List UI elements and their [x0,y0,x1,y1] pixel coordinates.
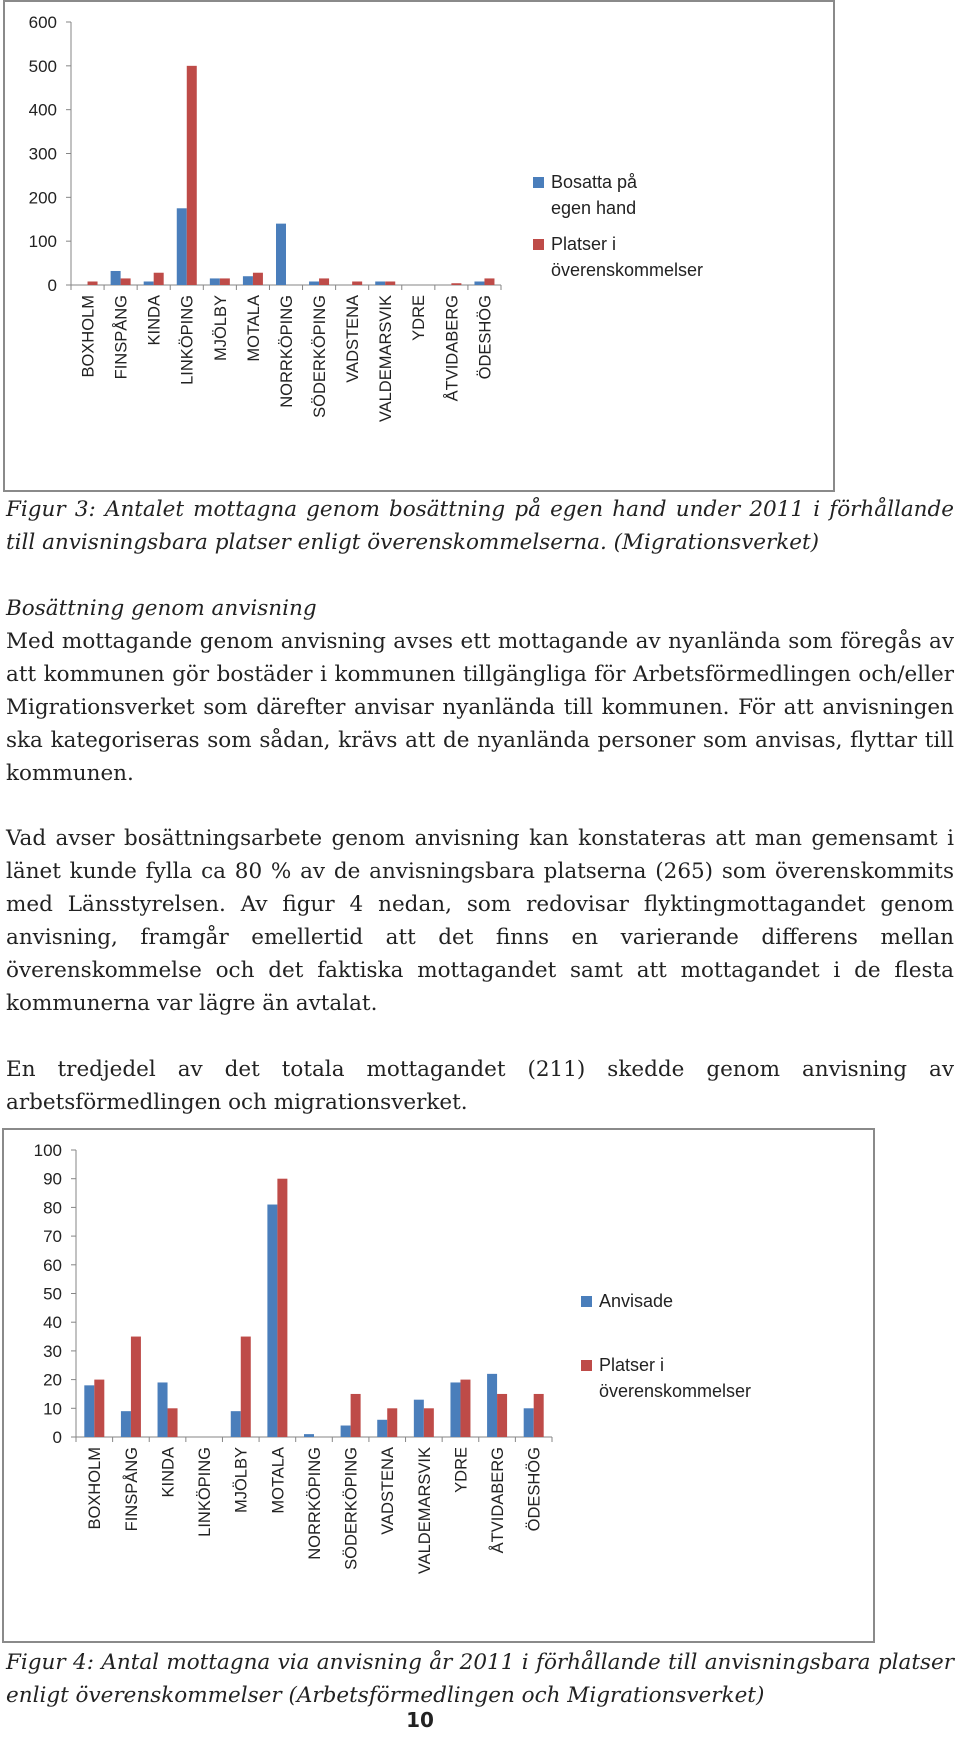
x-category-label: MOTALA [269,1447,288,1514]
figure-3-chart-svg [5,2,833,490]
legend-swatch [581,1296,592,1307]
bar-series2 [387,1408,397,1437]
bar-series2 [534,1394,544,1437]
bar-series2 [497,1394,507,1437]
y-tick-label: 70 [43,1227,62,1247]
bar-series1 [377,1420,387,1437]
x-category-label: ÖDESHÖG [525,1447,544,1532]
legend-label: Platser i [551,234,617,254]
legend-swatch [533,177,544,188]
legend-label-line2: överenskommelser [599,1381,752,1401]
x-category-label: NORRKÖPING [305,1447,324,1560]
y-tick-label: 50 [43,1284,62,1304]
legend-swatch [581,1360,592,1371]
legend-label: Anvisade [599,1291,674,1311]
y-tick-label: 80 [43,1198,62,1218]
x-category-label: ÖDESHÖG [476,295,495,380]
x-category-label: ÅTVIDABERG [489,1447,508,1554]
bar-series2 [131,1337,141,1437]
bar-series1 [524,1408,534,1437]
y-tick-label: 90 [43,1169,62,1189]
figure-3-chart [3,0,835,492]
x-category-label: SÖDERKÖPING [342,1447,361,1570]
bar-series1 [304,1434,314,1437]
bar-series2 [241,1337,251,1437]
figure-4-chart-svg [4,1130,873,1641]
bar-series1 [210,278,220,285]
x-category-label: MJÖLBY [232,1447,251,1514]
bar-series2 [352,281,362,285]
bar-series2 [451,283,461,285]
y-tick-label: 300 [28,144,57,164]
bar-series2 [385,281,395,285]
bar-series2 [484,278,494,285]
x-category-label: BOXHOLM [86,1447,105,1530]
x-category-label: VADSTENA [344,295,363,383]
bar-series2 [351,1394,361,1437]
bar-series1 [231,1411,241,1437]
bar-series1 [487,1374,497,1437]
figure-4-chart [2,1128,875,1643]
legend-label: Platser i [599,1355,665,1375]
bar-series1 [243,276,253,285]
x-category-label: KINDA [145,295,164,346]
bar-series1 [144,281,154,285]
y-tick-label: 60 [43,1255,62,1275]
y-tick-label: 600 [28,13,57,32]
section-heading: Bosättning genom anvisning [6,596,317,621]
legend-label-line2: överenskommelser [551,260,704,280]
bar-series2 [154,273,164,285]
bar-series1 [375,281,385,285]
bar-series1 [276,224,286,285]
y-tick-label: 500 [28,56,57,76]
bar-series1 [267,1205,277,1437]
bar-series1 [309,281,319,285]
x-category-label: YDRE [452,1447,471,1493]
figure-4-caption: Figur 4: Antal mottagna via anvisning år 2011 i förhållande till anvisningsbara platser enligt överenskommelser (Arbetsförmedlingen och Migrationsverket) [6,1650,954,1708]
y-tick-label: 0 [52,1428,62,1447]
bar-series2 [319,278,329,285]
x-category-label: LINKÖPING [196,1447,215,1537]
y-tick-label: 0 [47,276,57,295]
paragraph-1: Med mottagande genom anvisning avses ett mottagande av nyanlända som föregås av att kommunen gör bostäder i kommunen tillgängliga för Arbetsförmedlingen och/eller Migrationsverket som därefter anvisar nyanlända till kommunen. För att anvisningen ska kategoriseras som sådan, krävs att de nyanlända personer som anvisas, flyttar till kommunen. [6,629,954,786]
y-tick-label: 100 [28,232,57,252]
legend-label: Bosatta på [551,172,638,192]
bar-series1 [111,271,121,285]
y-tick-label: 10 [43,1399,62,1419]
bar-series1 [121,1411,131,1437]
bar-series2 [253,273,263,285]
x-category-label: VALDEMARSVIK [415,1447,434,1575]
bar-series2 [277,1179,287,1437]
y-tick-label: 400 [28,100,57,120]
x-category-label: BOXHOLM [79,295,98,378]
bar-series1 [158,1382,168,1437]
bar-series2 [424,1408,434,1437]
x-category-label: VALDEMARSVIK [377,295,396,423]
bar-series1 [474,281,484,285]
x-category-label: MOTALA [244,295,263,362]
x-category-label: NORRKÖPING [277,295,296,408]
bar-series2 [460,1380,470,1437]
legend-label-line2: egen hand [551,198,637,218]
bar-series1 [414,1400,424,1437]
y-tick-label: 20 [43,1370,62,1390]
y-tick-label: 200 [28,188,57,208]
bar-series1 [177,208,187,285]
bar-series1 [84,1385,94,1437]
paragraph-2: Vad avser bosättningsarbete genom anvisning kan konstateras att man gemensamt i länet kunde fylla ca 80 % av de anvisningsbara platserna (265) som överenskommits med Länsstyrelsen. Av figur 4 nedan, som redovisar flyktingmottagandet genom anvisning, framgår emellertid att det finns en varierande differens mellan överenskommelse och det faktiska mottagandet samt att mottagandet i de flesta kommunerna var lägre än avtalat. [6,826,954,1016]
x-category-label: SÖDERKÖPING [311,295,330,418]
bar-series1 [450,1382,460,1437]
x-category-label: LINKÖPING [178,295,197,385]
paragraph-3: En tredjedel av det totala mottagandet (211) skedde genom anvisning av arbetsförmedlingen och migrationsverket. [6,1057,954,1115]
x-category-label: FINSPÅNG [112,295,131,380]
bar-series2 [187,66,197,285]
page-number: 10 [406,1708,434,1732]
y-tick-label: 30 [43,1341,62,1361]
bar-series2 [220,278,230,285]
x-category-label: FINSPÅNG [122,1447,141,1532]
x-category-label: ÅTVIDABERG [443,294,462,402]
x-category-label: MJÖLBY [211,295,230,362]
legend-swatch [533,239,544,250]
bar-series2 [94,1380,104,1437]
bar-series2 [168,1408,178,1437]
x-category-label: YDRE [410,295,429,341]
y-tick-label: 40 [43,1313,62,1333]
bar-series2 [88,281,98,285]
bar-series2 [121,278,131,285]
bar-series1 [341,1426,351,1437]
y-tick-label: 100 [33,1141,62,1160]
figure-3-caption: Figur 3: Antalet mottagna genom bosättning på egen hand under 2011 i förhållande till anvisningsbara platser enligt överenskommelserna. (Migrationsverket) [6,497,954,555]
x-category-label: VADSTENA [379,1447,398,1535]
x-category-label: KINDA [159,1447,178,1498]
